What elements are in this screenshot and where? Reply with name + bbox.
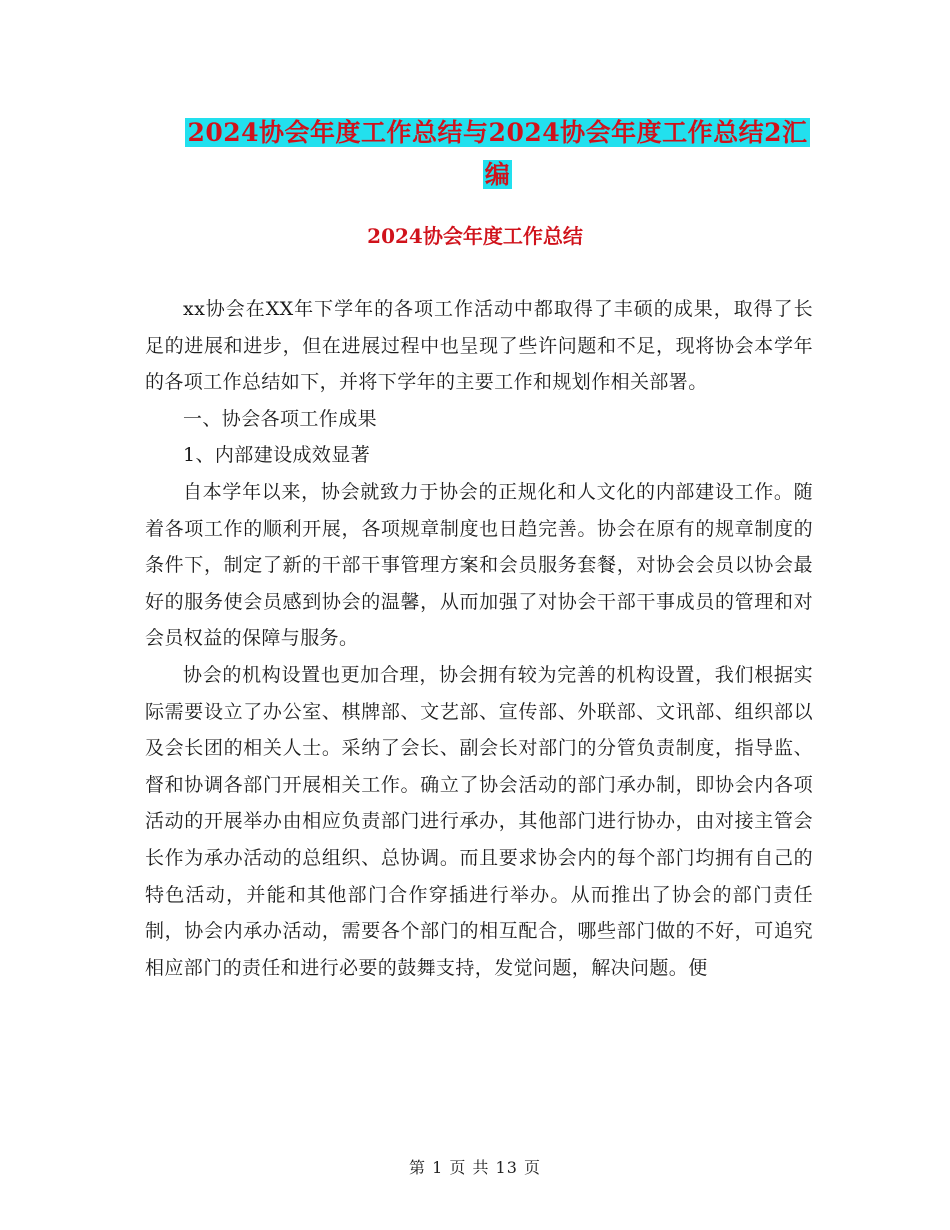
document-title-line-2: 编 [484, 160, 511, 189]
paragraph-internal-construction: 自本学年以来，协会就致力于协会的正规化和人文化的内部建设工作。随着各项工作的顺利开展，各项规章制度也日趋完善。协会在原有的规章制度的条件下，制定了新的干部干事管理方案和会员服务套餐，对协会会员以协会最好的服务使会员感到协会的温馨，从而加强了对协会干部干事成员的管理和对会员权益的保障与服务。 [145, 480, 813, 650]
paragraph-organization-structure: 协会的机构设置也更加合理，协会拥有较为完善的机构设置，我们根据实际需要设立了办公室、棋牌部、文艺部、宣传部、外联部、文讯部、组织部以及会长团的相关人士。采纳了会长、副会长对部门的分管负责制度，指导监、督和协调各部门开展相关工作。确立了协会活动的部门承办制，即协会内各项活动的开展举办由相应负责部门进行承办，其他部门进行协办，由对接主管会长作为承办活动的总组织、总协调。而且要求协会内的每个部门均拥有自己的特色活动，并能和其他部门合作穿插进行举办。从而推出了协会的部门责任制，协会内承办活动，需要各个部门的相互配合，哪些部门做的不好，可追究相应部门的责任和进行必要的鼓舞支持，发觉问题，解决问题。便 [145, 663, 813, 979]
heading-level-2: 1、内部建设成效显著 [183, 444, 371, 467]
heading-level-1: 一、协会各项工作成果 [183, 407, 378, 430]
document-body [145, 291, 813, 986]
section-title: 2024协会年度工作总结 [367, 224, 583, 248]
document-title [150, 112, 845, 196]
document-title-line-1: 2024协会年度工作总结与2024协会年度工作总结2汇 [187, 118, 808, 147]
page-footer: 第 1 页 共 13 页 [409, 1158, 541, 1177]
paragraph-intro: xx协会在XX年下学年的各项工作活动中都取得了丰硕的成果，取得了长足的进展和进步，但在进展过程中也呈现了些许问题和不足，现将协会本学年的各项工作总结如下，并将下学年的主要工作和规划作相关部署。 [145, 298, 813, 394]
